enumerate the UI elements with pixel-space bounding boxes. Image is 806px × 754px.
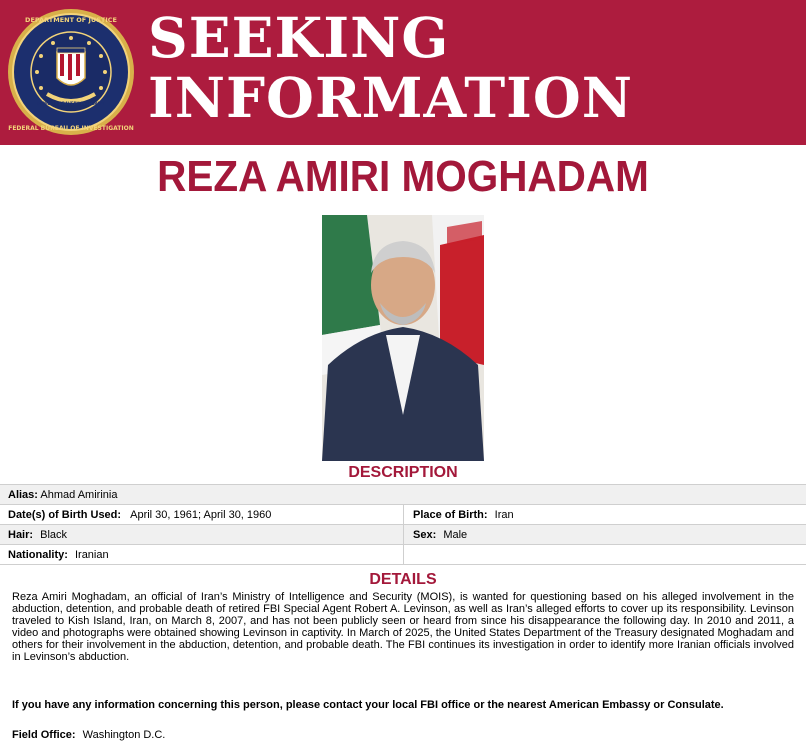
nationality-value: Iranian	[74, 549, 109, 561]
column-divider	[403, 505, 404, 525]
details-body: Reza Amiri Moghadam, an official of Iran’s Ministry of Intelligence and Security (MOIS), is wanted for questioning based on his alleged involvement in the abduction, detention, and probable death of retired FBI Special Agent Robert A. Levinson, as well as Iran’s alleged efforts to cover up its responsibility. Levinson traveled to Kish Island, Iran, on March 8, 2007, and has not been publicly seen or heard from since his disappearance the following day. In 2010 and 2011, a video and photographs were obtained showing Levinson in captivity. In March of 2025, the United States Department of the Treasury designated Moghadam and others for their involvement in the abduction, detention, and probable death. The FBI continues its investigation in order to identify more Iranian officials involved in Levinson’s abduction.	[12, 591, 794, 663]
hair-value: Black	[40, 529, 68, 541]
seal-motto: FIDELITY BRAVERY INTEGRITY	[37, 101, 105, 106]
banner-title-line2: INFORMATION	[148, 65, 634, 130]
description-row-nationality	[0, 544, 806, 565]
field-office	[12, 729, 165, 741]
description-row-hair	[0, 524, 806, 545]
field-office-label: Field Office:	[12, 729, 76, 741]
dob-label: Date(s) of Birth Used:	[8, 509, 122, 521]
alias-label: Alias:	[8, 489, 38, 501]
subject-photo	[322, 215, 484, 461]
field-office-value: Washington D.C.	[82, 729, 166, 741]
fbi-seal-icon	[7, 8, 135, 136]
place-of-birth-label: Place of Birth:	[413, 509, 488, 521]
contact-notice: If you have any information concerning this person, please contact your local FBI office or the nearest American Embassy or Consulate.	[12, 699, 724, 711]
seal-text-top: DEPARTMENT OF JUSTICE	[25, 16, 117, 24]
place-of-birth-value: Iran	[494, 509, 514, 521]
alias-value: Ahmad Amirinia	[40, 489, 118, 501]
subject-photo-image	[322, 215, 484, 461]
description-row-alias	[0, 484, 806, 505]
nationality-label: Nationality:	[8, 549, 68, 561]
dob-value: April 30, 1961; April 30, 1960	[130, 509, 272, 521]
details-heading: DETAILS	[369, 571, 437, 588]
banner-title-line1: SEEKING	[148, 5, 450, 70]
header-banner	[0, 0, 806, 145]
banner-title	[148, 5, 634, 130]
description-bottom-rule	[0, 564, 806, 565]
description-row-dob	[0, 504, 806, 525]
subject-name: REZA AMIRI MOGHADAM	[157, 152, 649, 201]
column-divider	[403, 545, 404, 565]
sex-label: Sex:	[413, 529, 437, 541]
description-heading: DESCRIPTION	[348, 464, 458, 481]
hair-label: Hair:	[8, 529, 34, 541]
sex-value: Male	[443, 529, 468, 541]
column-divider	[403, 525, 404, 545]
seal-text-bottom: FEDERAL BUREAU OF INVESTIGATION	[8, 125, 134, 132]
